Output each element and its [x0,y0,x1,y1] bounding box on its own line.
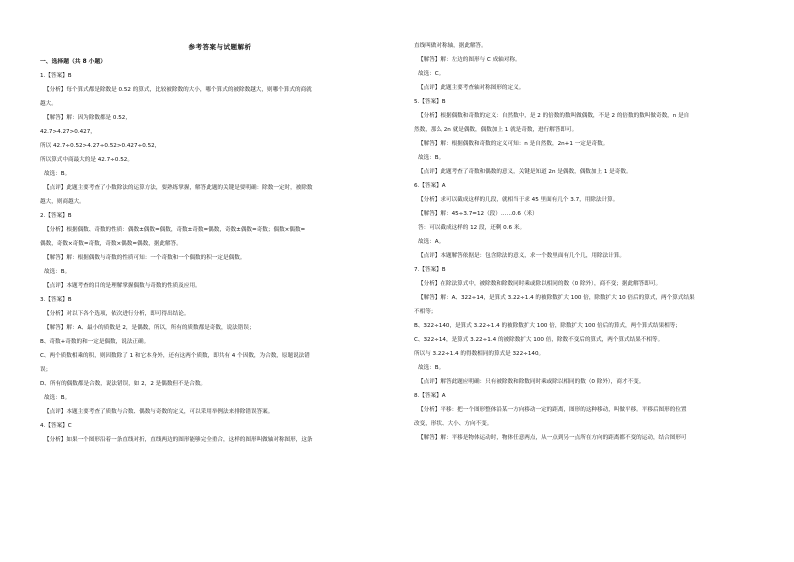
text-line: 答：可以截成这样的 12 段，还剩 0.6 米。 [418,225,526,231]
text-line: 偶数，奇数×奇数=奇数，奇数×偶数=偶数，据此解答。 [40,241,182,247]
text-line: 【分析】平移：把一个图形整体沿某一方向移动一定的距离，图形的这种移动，叫做平移。平移后图形的位置 [418,407,687,413]
text-line: B、奇数+奇数的和一定是偶数，说法正确。 [40,339,150,345]
text-line: C、两个质数相乘的积，则因数除了 1 和它本身外，还有这两个质数，即共有 4 个因数，为合数，原题说法错 [40,353,310,359]
section-heading: 一、选择题（共 8 小题） [40,59,107,65]
text-line: 【解答】解：A、最小的质数是 2，是偶数，所以，所有的质数都是奇数，说法错误； [44,325,255,331]
text-line: 【分析】根据偶数、奇数的性质：偶数±偶数=偶数，奇数±奇数=偶数，奇数±偶数=奇数；偶数×偶数= [44,227,306,233]
text-line: 【分析】对以下各个选项，依次进行分析，即可得出结论。 [44,311,190,317]
text-line: 【解答】解：因为除数都是 0.52， [44,115,131,121]
text-line: 然数，那么 2n 就是偶数，偶数加上 1 就是奇数，进行解答即可。 [414,127,578,133]
text-line: 直线叫做对称轴，据此解答。 [414,43,487,49]
text-line: 【解答】解：根据偶数与奇数的性质可知：一个奇数和一个偶数的积一定是偶数。 [44,255,246,261]
text-line: 【点评】本题主要考查了质数与合数、偶数与奇数的定义，可以采用举例法来排除错误答案。 [44,409,274,415]
text-line: D、所有的偶数都是合数，说法错误，如 2，2 是偶数但不是合数。 [40,381,207,387]
text-line: 【分析】每个算式都是除数是 0.52 的算式，比较被除数的大小，哪个算式的被除数越大，则哪个算式的商就 [44,87,312,93]
text-line: C、322÷14，是算式 3.22÷1.4 的被除数扩大 100 倍，除数不变后的算式，两个算式结果不相等。 [414,337,664,343]
text-line: 故选：A。 [418,239,445,245]
text-line: 故选：B。 [418,155,445,161]
text-line: 【分析】在除法算式中，被除数和除数同时乘或除以相同的数（0 除外），商不变；据此解答即可。 [418,281,662,287]
text-line: 所以 42.7÷0.52>4.27÷0.52>0.427÷0.52， [40,143,161,149]
answer-line: 3.【答案】B [40,297,72,303]
answer-line: 7.【答案】B [414,267,446,273]
text-line: B、322÷140，是算式 3.22÷1.4 的被除数扩大 100 倍，除数扩大 100 倍后的算式，两个算式结果相等； [414,323,681,329]
text-line: 【点评】此题主要考查轴对称图形的定义。 [418,85,525,91]
text-line: 越大。 [40,101,57,107]
text-line: 故选：C。 [418,71,445,77]
text-line: 【点评】解答此题应明确：只有被除数和除数同时乘或除以相同的数（0 除外），商才不变。 [418,379,645,385]
answer-line: 5.【答案】B [414,99,446,105]
text-line: 【解答】解：根据偶数和奇数的定义可知：n 是自然数，2n+1 一定是奇数。 [418,141,609,147]
text-line: 故选：B。 [44,269,71,275]
answer-line: 1.【答案】B [40,73,72,79]
text-line: 【点评】本题解答依据是：包含除法的意义，求一个数里面有几个几，用除法计算。 [418,253,625,259]
text-line: 【分析】根据偶数和奇数的定义：自然数中，是 2 的倍数的数叫做偶数，不是 2 的倍数的数叫做奇数，n 是自 [418,113,690,119]
text-line: 【点评】此题主要考查了小数除法的运算方法，要熟练掌握，解答此题的关键是要明确：除数一定时，被除数 [44,185,313,191]
text-line: 不相等； [414,309,437,315]
text-line: 故选：B。 [44,171,71,177]
text-line: 【分析】如果一个图形沿着一条直线对折，直线两边的图形能够完全重合，这样的图形叫做轴对称图形，这条 [44,437,313,443]
text-line: 【点评】此题考查了奇数和偶数的意义，关键是知道 2n 是偶数，偶数加上 1 是奇数。 [418,169,632,175]
text-line: 【解答】解：平移是物体运动时，物体任意两点，从一点到另一点所在方向的距离都不变的运动，结合图形可 [418,435,687,441]
text-line: 【解答】解：45÷3.7=12（段）……0.6（米） [418,211,538,217]
text-line: 【分析】求可以截成这样的几段，就相当于求 45 里面有几个 3.7，用除法计算。 [418,197,619,203]
document-title: 参考答案与试题解析 [188,43,252,51]
text-line: 【解答】解：A、322÷14，是算式 3.22÷1.4 的被除数扩大 100 倍，除数扩大 10 倍后的算式，两个算式结果 [418,295,695,301]
text-line: 改变，形状、大小、方向不变。 [414,421,493,427]
answer-line: 2.【答案】B [40,213,72,219]
text-line: 42.7>4.27>0.427， [40,129,96,135]
answer-line: 8.【答案】A [414,393,446,399]
text-line: 故选：B。 [44,395,71,401]
answer-line: 4.【答案】C [40,423,72,429]
text-line: 【解答】解：左边的图形与 C 成轴对称。 [418,57,521,63]
answer-line: 6.【答案】A [414,183,446,189]
text-line: 误； [40,367,52,373]
text-line: 所以与 3.22÷1.4 的得数相同的算式是 322÷140。 [414,351,545,357]
text-line: 【点评】本题考查的目的是理解掌握偶数与奇数的性质及应用。 [44,283,201,289]
text-line: 所以算式中商最大的是 42.7÷0.52。 [40,157,133,163]
text-line: 故选：B。 [418,365,445,371]
text-line: 越大，则商越大。 [40,199,85,205]
